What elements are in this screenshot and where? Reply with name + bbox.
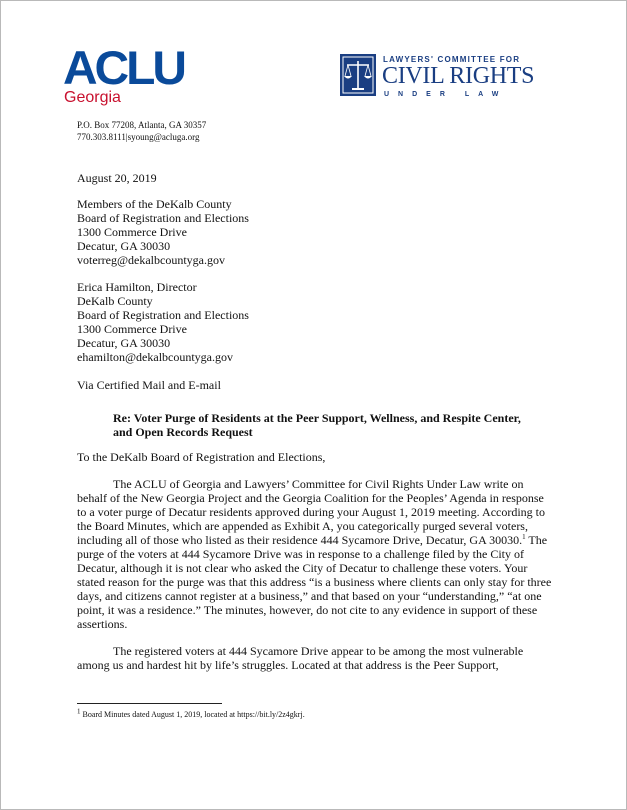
salutation: To the DeKalb Board of Registration and Elections,	[77, 450, 326, 464]
recipient-2-line: Board of Registration and Elections	[77, 308, 249, 322]
aclu-address: P.O. Box 77208, Atlanta, GA 30357	[77, 120, 207, 130]
footnote-divider	[77, 703, 222, 704]
recipient-1-line: 1300 Commerce Drive	[77, 225, 187, 239]
paragraph-1-text-a: The ACLU of Georgia and Lawyers’ Committee for Civil Rights Under Law write on behalf of the New Georgia Project and the Georgia Coalition for the Peoples’ Agenda in response to a voter purge of Decatur residents approved during your August 1, 2019 meeting. According to the Board Minutes, which are appended as Exhibit A, you categorically purged several voters, including all of those who listed as their residence 444 Sycamore Drive, Decatur, GA 30030.	[77, 477, 546, 547]
recipient-1-email: voterreg@dekalbcountyga.gov	[77, 253, 226, 267]
recipient-address-1	[77, 197, 249, 267]
aclu-logo-state: Georgia	[64, 89, 121, 106]
lccr-logo-bottom-line: UNDER LAW	[384, 91, 508, 98]
body-paragraph-2	[77, 644, 553, 672]
footnote-text: Board Minutes dated August 1, 2019, located at https://bit.ly/2z4gkrj.	[80, 710, 305, 719]
subject-line-2: and Open Records Request	[113, 425, 253, 439]
lccr-logo	[340, 54, 540, 100]
aclu-contact-block	[77, 119, 206, 143]
aclu-phone-email: 770.303.8111|syoung@acluga.org	[77, 132, 200, 142]
footnote-reference: 1	[522, 533, 526, 541]
recipient-1-line: Board of Registration and Elections	[77, 211, 249, 225]
recipient-2-email: ehamilton@dekalbcountyga.gov	[77, 350, 234, 364]
letter-date: August 20, 2019	[77, 171, 157, 185]
footnote-number: 1	[77, 707, 81, 716]
recipient-1-line: Members of the DeKalb County	[77, 197, 232, 211]
subject-line-1: Re: Voter Purge of Residents at the Peer Support, Wellness, and Respite Center,	[113, 411, 521, 425]
body-paragraph-1	[77, 477, 553, 631]
footnote	[77, 707, 305, 720]
lccr-logo-top-line: LAWYERS' COMMITTEE FOR	[383, 55, 521, 64]
scales-of-justice-icon	[340, 54, 376, 96]
paragraph-1-text-b: The purge of the voters at 444 Sycamore Drive was in response to a challenge filed by the City of Decatur, although it is not clear who asked the City of Decatur to challenge these voters. Your stated reason for the purge was that this address “is a business where clients can only stay for three days, and citizens cannot register at a business,” and that based on your “understanding,” “at one point, it was a residence.” The minutes, however, do not cite to any evidence in support of these assertions.	[77, 533, 552, 631]
recipient-2-line: 1300 Commerce Drive	[77, 322, 187, 336]
aclu-logo	[63, 41, 184, 107]
delivery-method: Via Certified Mail and E-mail	[77, 378, 221, 392]
paragraph-2-text: The registered voters at 444 Sycamore Drive appear to be among the most vulnerable among us and hardest hit by life’s struggles. Located at that address is the Peer Support,	[77, 644, 524, 672]
recipient-address-2	[77, 280, 249, 364]
recipient-2-line: Decatur, GA 30030	[77, 336, 171, 350]
lccr-logo-main-line: CIVIL RIGHTS	[382, 63, 535, 89]
recipient-2-line: Erica Hamilton, Director	[77, 280, 197, 294]
recipient-1-line: Decatur, GA 30030	[77, 239, 171, 253]
recipient-2-line: DeKalb County	[77, 294, 153, 308]
aclu-logo-wordmark: ACLU	[63, 41, 184, 94]
subject-line	[113, 411, 521, 439]
